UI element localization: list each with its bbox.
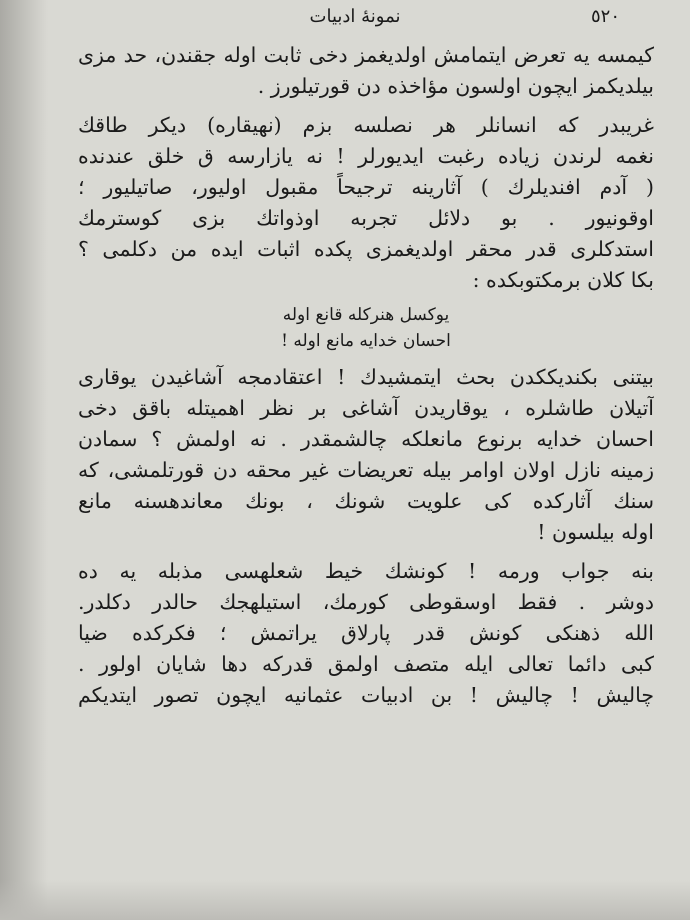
text-line: الله ذهنكى كونش قدر پارلاق يراتمش ؛ فكركده ضيا [78,621,654,645]
text-line: اوله بيلسون ! [537,520,654,544]
text-line: بكا كلان برمكتوبكده : [472,268,654,292]
text-line: احسان خدايه برنوع مانعلكه چالشمقدر . نه اولمش ؟ سمادن [78,427,654,451]
text-line: نغمه لرندن زياده رغبت ايديورلر ! نه يازارسه ق خلق عندنده [78,144,654,168]
text-line: دوشر . فقط اوسقوطى كورمك، استيلهجك حالدر دكلدر. [78,590,654,614]
text-line: كبى دائما تعالى ايله متصف اولمق قدركه دها شايان اولور . [78,652,654,676]
text-line: زمينه نازل اولان اوامر بيله تعريضات غير محقه دن قورتلمشى، كه [78,458,654,482]
text-line: استدكلرى قدر محقر اولديغمزى پكده اثبات ايده من دكلمى ؟ [78,237,654,261]
text-line: آتيلان طاشلره ، يوقاريدن آشاغى بر نظر اهميتله باقق دخى [78,396,654,420]
verse-couplet [78,302,654,354]
paragraph [78,110,654,296]
paragraph [78,40,654,102]
verse-line: احسان خدايه مانع اوله ! [281,331,451,351]
body-text [78,40,654,711]
paragraph [78,362,654,548]
page-bottom-shadow [0,880,690,920]
text-line: كيمسه يه تعرض ايتمامش اولديغمز دخى ثابت اوله جقندن، حد مزى [78,43,654,67]
text-line: اوقونيور . بو دلائل تجربه اوذواتك بزى كوسترمك [78,206,654,230]
page-binding-shadow [0,0,48,920]
text-line: بيتنى بكنديككدن بحث ايتمشيدك ! اعتقادمجه آشاغيدن يوقارى [78,365,654,389]
text-line: ( آدم افنديلرك ) آثارينه ترجيحاً مقبول اوليور، صاتيليور ؛ [78,175,654,199]
text-line: بيلديكمز ايچون اولسون مؤاخذه دن قورتيلورز . [257,74,654,98]
text-line: چاليش ! چاليش ! بن ادبيات عثمانيه ايچون تصور ايتديكم [78,683,654,707]
verse-line: يوكسل هنركله قانع اوله [282,305,450,325]
text-line: سنك آثاركده كى علويت شونك ، بونك معاندهسنه مانع [78,489,654,513]
paragraph [78,556,654,711]
page-number: ٥٢٠ [590,6,620,27]
text-line: غريبدر كه انسانلر هر نصلسه بزم (نهيقاره) ديكر طاقك [78,113,654,137]
page-header [90,6,620,36]
text-line: بنه جواب ورمه ! كونشك خيط شعلهسى مذبله يه ده [78,559,654,583]
running-title: نمونۀ ادبيات [309,6,401,27]
